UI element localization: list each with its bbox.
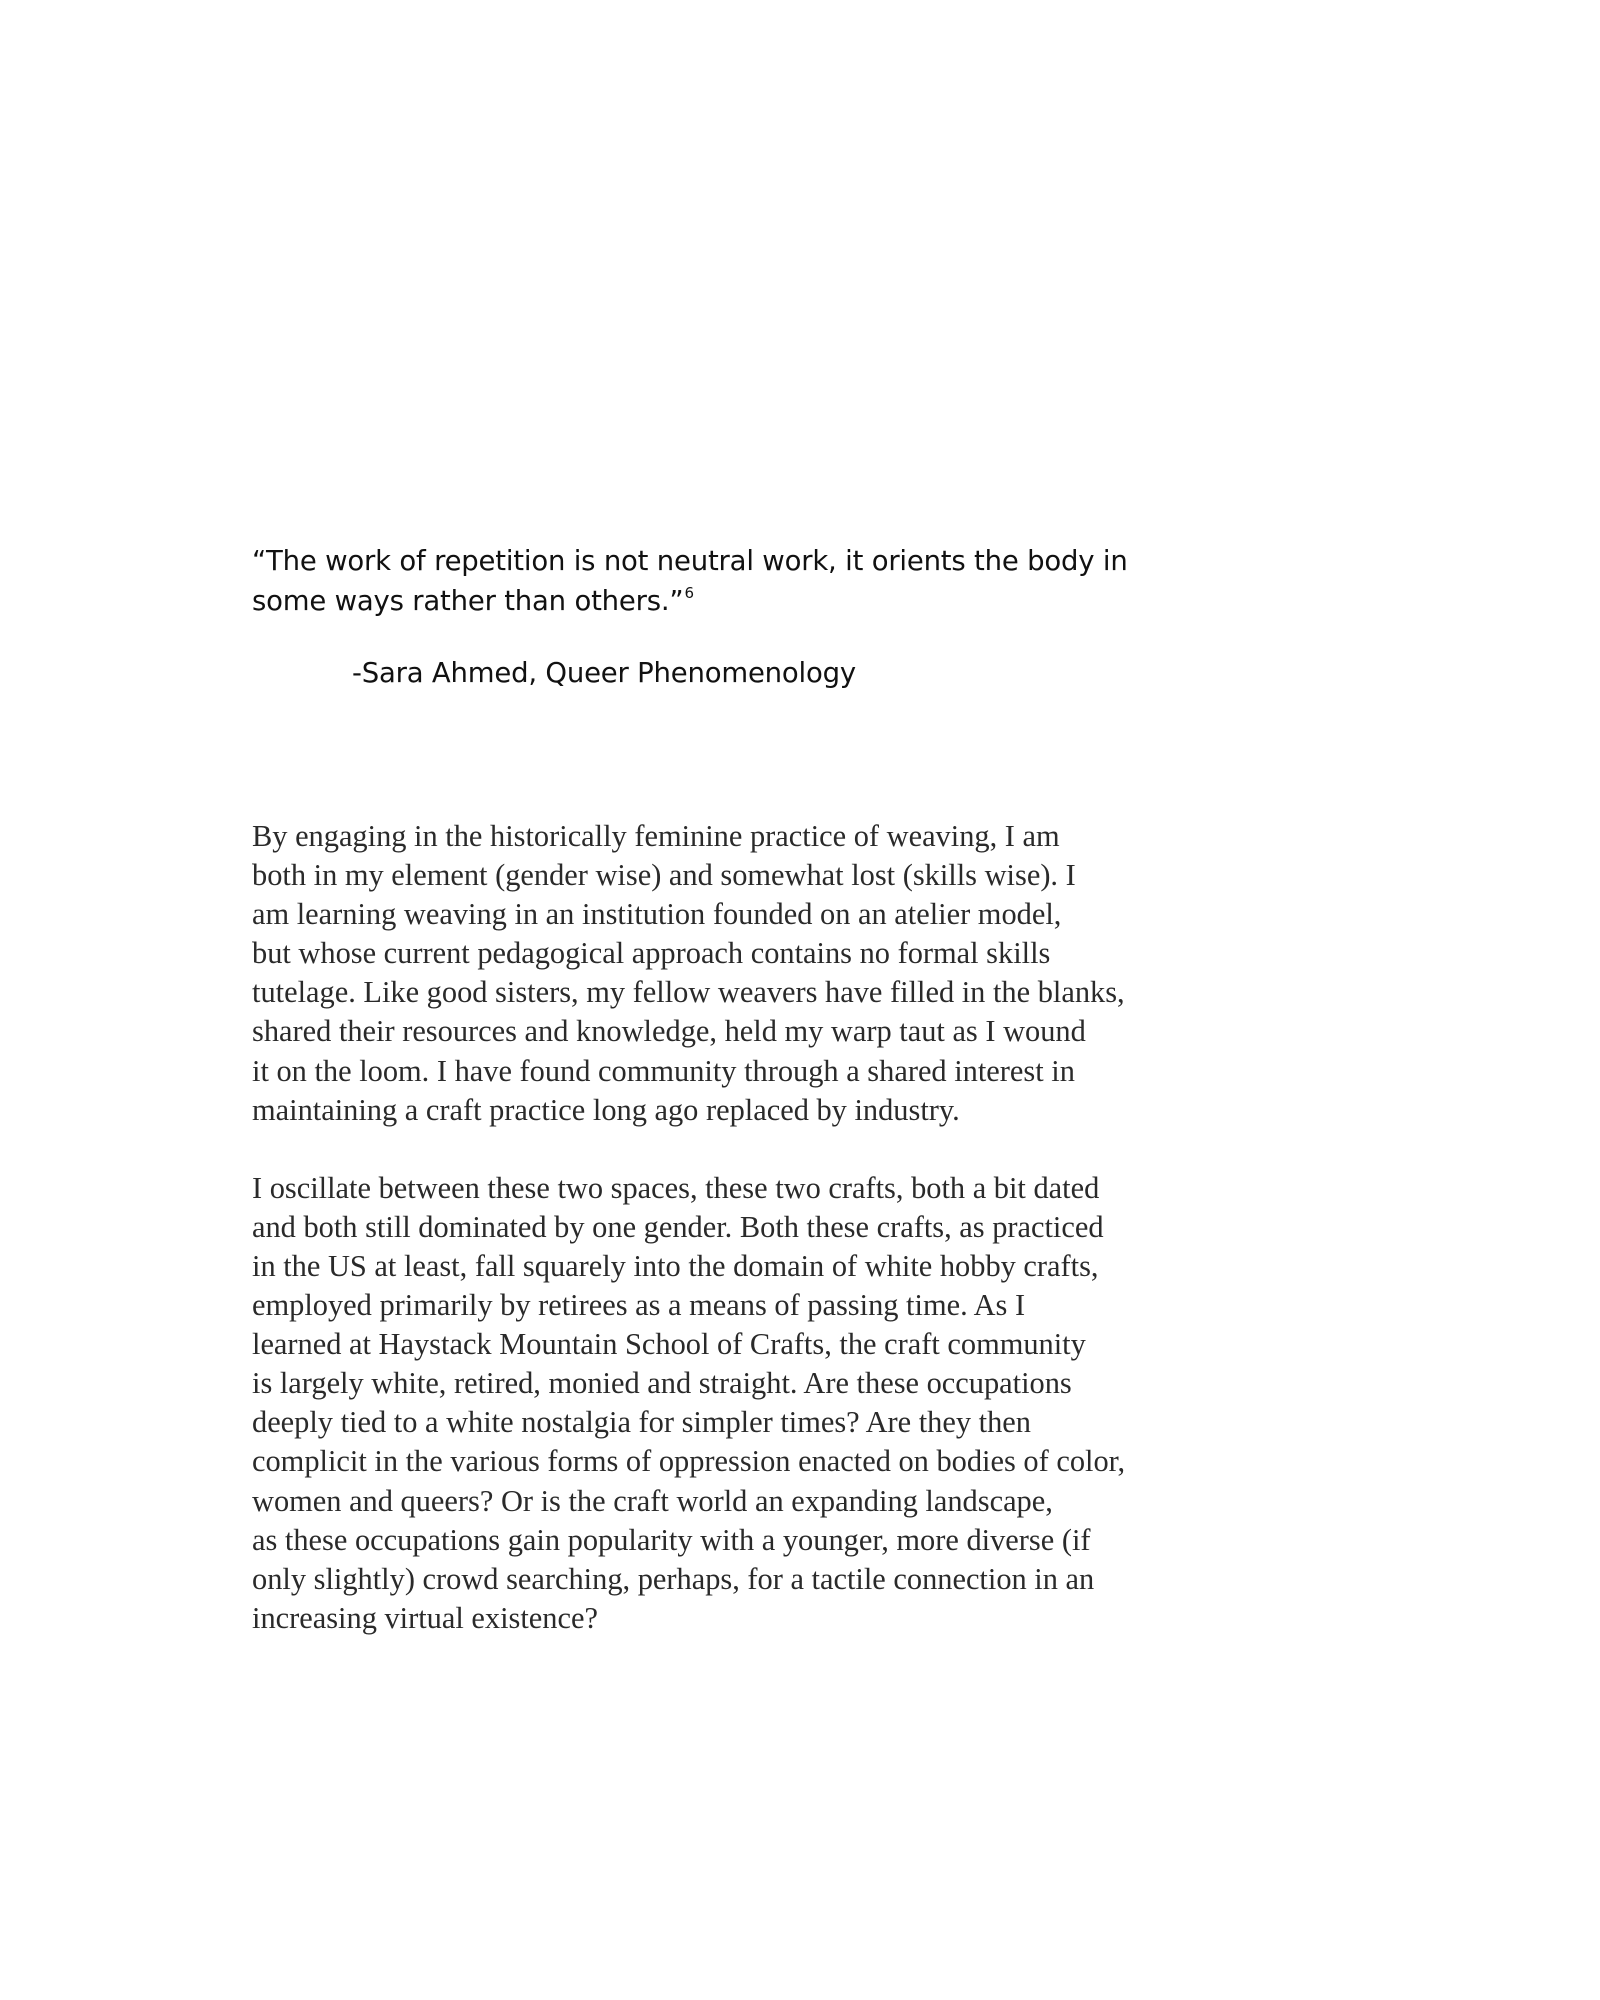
paragraph-line: in the US at least, fall squarely into the domain of white hobby crafts, <box>252 1248 1099 1283</box>
paragraph-line: shared their resources and knowledge, held my warp taut as I wound <box>252 1014 1086 1049</box>
paragraph-line: complicit in the various forms of oppression enacted on bodies of color, <box>252 1444 1126 1479</box>
paragraph-line: it on the loom. I have found community through a shared interest in <box>252 1053 1075 1088</box>
paragraph-line: maintaining a craft practice long ago replaced by industry. <box>252 1092 960 1127</box>
epigraph-quote-text: some ways rather than others.” <box>252 585 684 617</box>
paragraph-line: tutelage. Like good sisters, my fellow weavers have filled in the blanks, <box>252 975 1125 1010</box>
paragraph-line: both in my element (gender wise) and somewhat lost (skills wise). I <box>252 858 1076 893</box>
epigraph-quote-line: “The work of repetition is not neutral work, it orients the body in <box>252 545 1128 577</box>
epigraph-quote <box>252 541 1252 621</box>
paragraph-line: but whose current pedagogical approach contains no formal skills <box>252 936 1051 971</box>
paragraph-line: women and queers? Or is the craft world an expanding landscape, <box>252 1483 1053 1518</box>
footnote-reference: 6 <box>684 583 694 602</box>
paragraph-line: as these occupations gain popularity with a younger, more diverse (if <box>252 1522 1091 1557</box>
paragraph-line: learned at Haystack Mountain School of Crafts, the craft community <box>252 1327 1086 1362</box>
paragraph-line: By engaging in the historically feminine practice of weaving, I am <box>252 819 1060 853</box>
paragraph-line: am learning weaving in an institution founded on an atelier model, <box>252 897 1062 932</box>
epigraph-quote-line <box>252 581 1252 621</box>
paragraph-line: is largely white, retired, monied and straight. Are these occupations <box>252 1366 1072 1401</box>
epigraph-attribution: -Sara Ahmed, Queer Phenomenology <box>352 657 856 689</box>
paragraph-line: employed primarily by retirees as a means of passing time. As I <box>252 1288 1026 1323</box>
paragraph-line: deeply tied to a white nostalgia for simpler times? Are they then <box>252 1405 1031 1440</box>
paragraph-line: I oscillate between these two spaces, these two crafts, both a bit dated <box>252 1170 1100 1205</box>
paragraph-line: increasing virtual existence? <box>252 1600 598 1635</box>
paragraph-line: only slightly) crowd searching, perhaps, for a tactile connection in an <box>252 1561 1095 1596</box>
body-text <box>252 817 1252 1638</box>
paragraph-line: and both still dominated by one gender. Both these crafts, as practiced <box>252 1209 1104 1244</box>
epigraph <box>252 541 1252 693</box>
paragraph <box>252 1169 1252 1638</box>
paragraph <box>252 817 1252 1130</box>
